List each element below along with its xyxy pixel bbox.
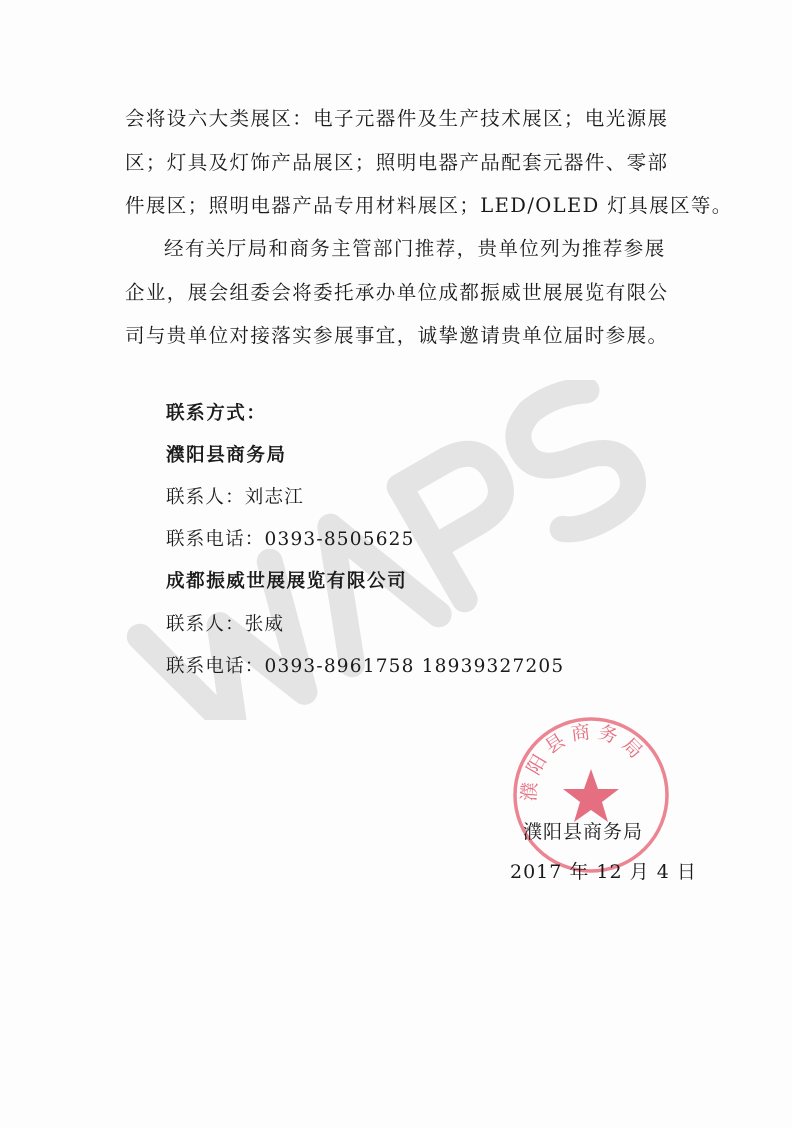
signature-org: 濮阳县商务局 — [523, 821, 644, 843]
contact-org2-person: 联系人：张威 — [166, 614, 285, 635]
body-line-4: 经有关厅局和商务主管部门推荐，贵单位列为推荐参展 — [164, 237, 666, 260]
official-seal-stamp — [510, 714, 672, 876]
body-line-3: 件展区；照明电器产品专用材料展区；LED/OLED 灯具展区等。 — [125, 194, 733, 217]
body-line-5: 企业，展会组委会将委托承办单位成都振威世展展览有限公 — [125, 281, 669, 304]
contact-org1-name: 濮阳县商务局 — [166, 445, 287, 466]
contact-org2-name: 成都振威世展展览有限公司 — [166, 571, 408, 592]
contact-org2-phone: 联系电话：0393-8961758 18939327205 — [166, 656, 565, 677]
svg-text:濮阳县商务局: 濮阳县商务局 — [518, 720, 651, 802]
contact-org1-phone: 联系电话：0393-8505625 — [166, 529, 415, 550]
body-line-6: 司与贵单位对接落实参展事宜，诚挚邀请贵单位届时参展。 — [125, 324, 669, 347]
contact-heading: 联系方式： — [166, 403, 267, 424]
signature-date: 2017 年 12 月 4 日 — [510, 861, 697, 883]
body-line-2: 区；灯具及灯饰产品展区；照明电器产品配套元器件、零部 — [125, 151, 669, 174]
contact-org1-person: 联系人：刘志江 — [166, 487, 304, 508]
body-line-1: 会将设六大类展区：电子元器件及生产技术展区；电光源展 — [125, 107, 669, 130]
